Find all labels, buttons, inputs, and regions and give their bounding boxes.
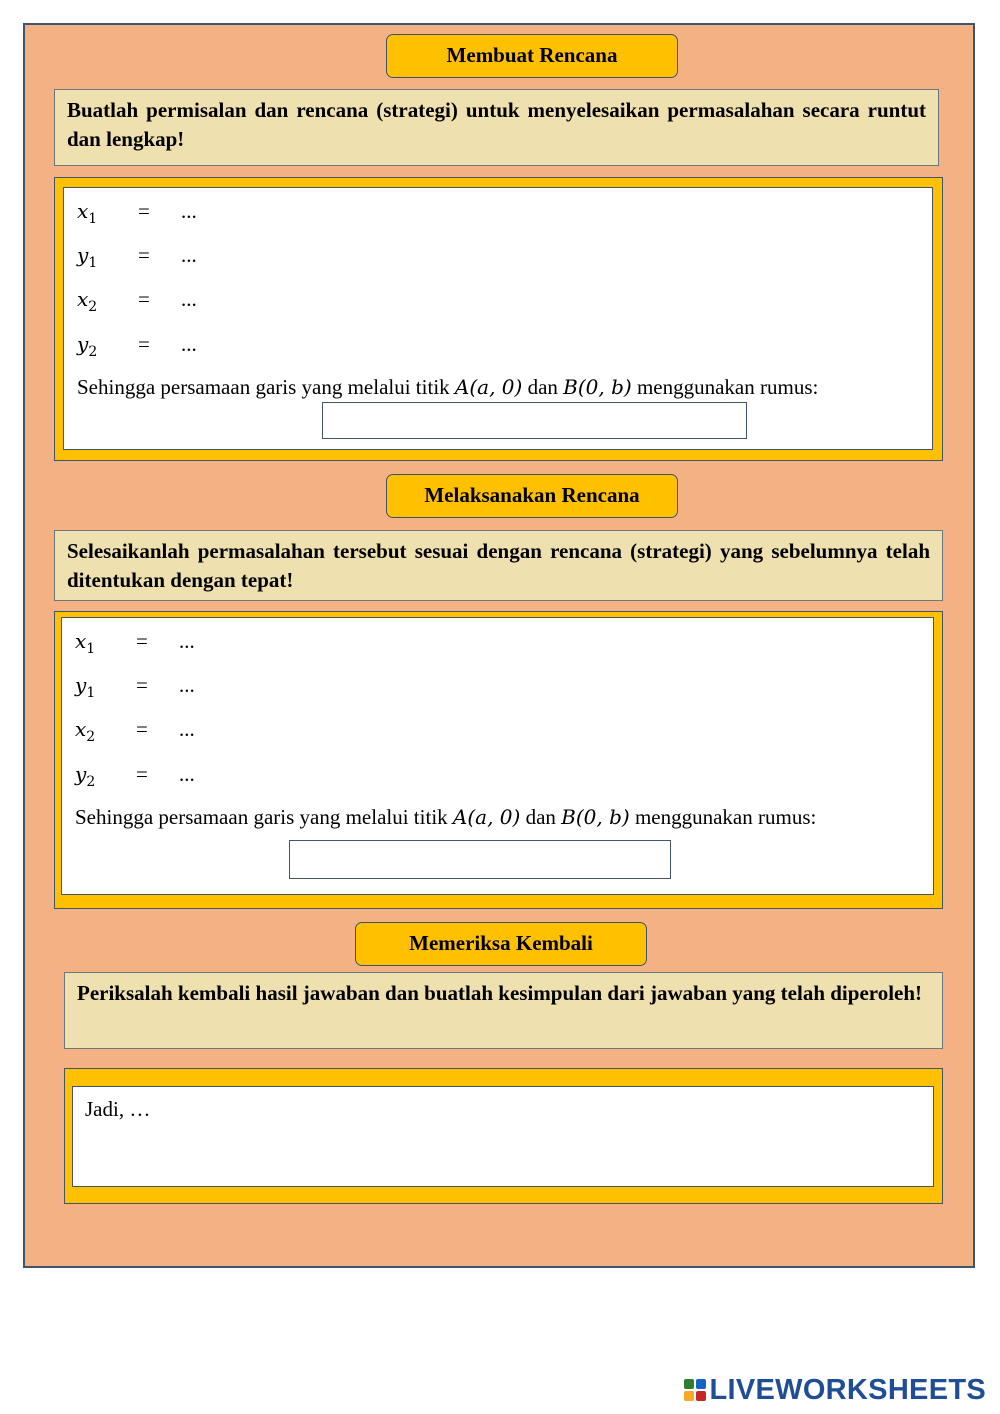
variable-symbol: $x_1$ bbox=[77, 199, 98, 227]
variable-symbol: $y_2$ bbox=[75, 762, 96, 790]
logo-tile bbox=[696, 1391, 706, 1401]
liveworksheets-logo bbox=[684, 1372, 987, 1408]
formula-answer-box[interactable] bbox=[289, 840, 671, 879]
logo-tile bbox=[696, 1379, 706, 1389]
variable-value-input[interactable]: ... bbox=[179, 629, 195, 653]
execution-frame bbox=[54, 611, 943, 909]
equals-sign: = bbox=[136, 673, 148, 697]
point-b: B(0, b) bbox=[561, 805, 630, 829]
brand-name: LIVEWORKSHEETS bbox=[709, 1373, 986, 1406]
conclusion-area[interactable] bbox=[72, 1086, 934, 1187]
variable-value-input[interactable]: ... bbox=[179, 673, 195, 697]
variable-value-input[interactable]: ... bbox=[181, 332, 197, 356]
equals-sign: = bbox=[138, 287, 150, 311]
logo-tile bbox=[684, 1379, 694, 1389]
formula-suffix: menggunakan rumus: bbox=[631, 375, 819, 399]
plan-work-area bbox=[63, 187, 933, 450]
execution-work-area bbox=[61, 617, 934, 895]
logo-tile bbox=[684, 1391, 694, 1401]
point-b: B(0, b) bbox=[563, 375, 632, 399]
variable-symbol: $x_2$ bbox=[75, 717, 96, 745]
instruction-memeriksa-kembali: Periksalah kembali hasil jawaban dan buatlah kesimpulan dari jawaban yang telah diperoleh! bbox=[64, 972, 943, 1049]
plan-frame bbox=[54, 177, 943, 461]
point-a: A(a, 0) bbox=[452, 805, 521, 829]
variable-symbol: $y_2$ bbox=[77, 332, 98, 360]
variable-value-input[interactable]: ... bbox=[181, 243, 197, 267]
variable-symbol: $y_1$ bbox=[77, 243, 98, 271]
formula-statement bbox=[75, 802, 816, 832]
liveworksheets-icon bbox=[684, 1379, 706, 1401]
formula-statement bbox=[77, 372, 818, 402]
equals-sign: = bbox=[138, 199, 150, 223]
variable-value-input[interactable]: ... bbox=[179, 717, 195, 741]
formula-connector: dan bbox=[522, 375, 564, 399]
variable-symbol: $y_1$ bbox=[75, 673, 96, 701]
formula-prefix: Sehingga persamaan garis yang melalui titik bbox=[77, 375, 455, 399]
conclusion-text: Jadi, … bbox=[85, 1097, 151, 1121]
heading-memeriksa-kembali: Memeriksa Kembali bbox=[355, 922, 647, 966]
formula-connector: dan bbox=[520, 805, 562, 829]
equals-sign: = bbox=[136, 629, 148, 653]
heading-membuat-rencana: Membuat Rencana bbox=[386, 34, 678, 78]
formula-answer-box[interactable] bbox=[322, 402, 747, 439]
equals-sign: = bbox=[136, 762, 148, 786]
conclusion-frame bbox=[64, 1068, 943, 1204]
equals-sign: = bbox=[138, 243, 150, 267]
variable-symbol: $x_2$ bbox=[77, 287, 98, 315]
variable-value-input[interactable]: ... bbox=[179, 762, 195, 786]
variable-value-input[interactable]: ... bbox=[181, 287, 197, 311]
formula-suffix: menggunakan rumus: bbox=[629, 805, 817, 829]
variable-value-input[interactable]: ... bbox=[181, 199, 197, 223]
heading-melaksanakan-rencana: Melaksanakan Rencana bbox=[386, 474, 678, 518]
equals-sign: = bbox=[136, 717, 148, 741]
formula-prefix: Sehingga persamaan garis yang melalui titik bbox=[75, 805, 453, 829]
worksheet-panel bbox=[23, 23, 975, 1268]
variable-symbol: $x_1$ bbox=[75, 629, 96, 657]
point-a: A(a, 0) bbox=[454, 375, 523, 399]
equals-sign: = bbox=[138, 332, 150, 356]
instruction-membuat-rencana: Buatlah permisalan dan rencana (strategi) untuk menyelesaikan permasalahan secara runtut dan lengkap! bbox=[54, 89, 939, 166]
instruction-melaksanakan-rencana: Selesaikanlah permasalahan tersebut sesuai dengan rencana (strategi) yang sebelumnya telah ditentukan dengan tepat! bbox=[54, 530, 943, 601]
